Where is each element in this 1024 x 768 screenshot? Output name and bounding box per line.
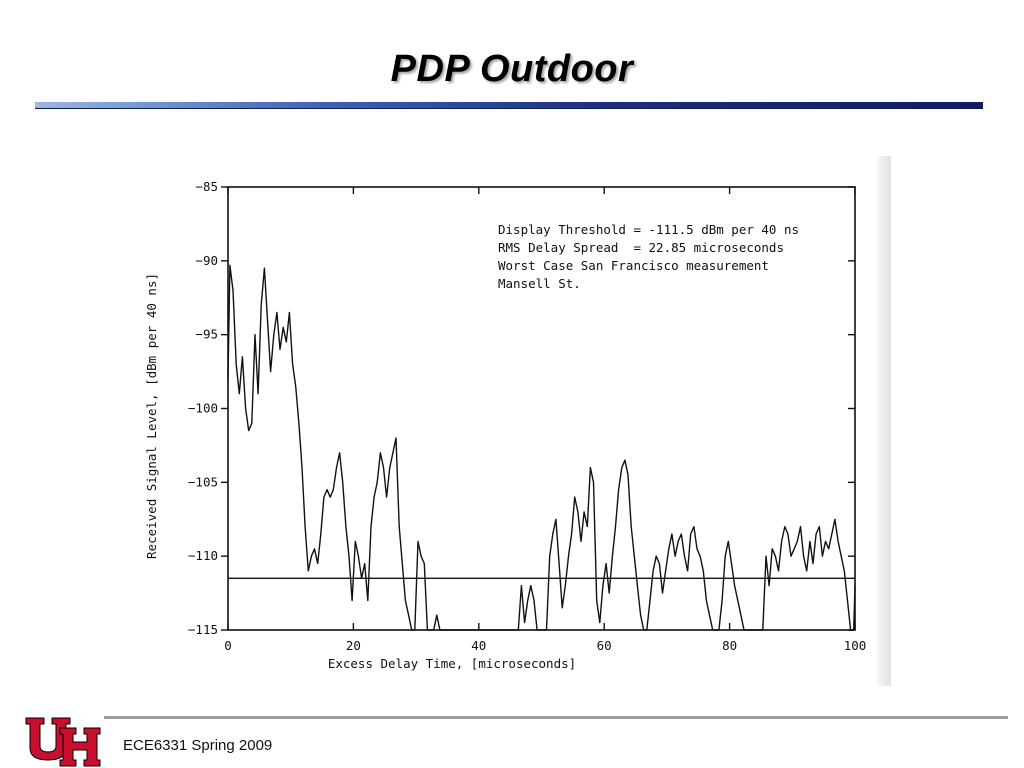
title-divider [35, 102, 983, 109]
y-tick-label: −110 [187, 548, 218, 564]
y-axis-label: Received Signal Level, [dBm per 40 ns] [144, 273, 159, 559]
x-tick-label: 80 [722, 638, 738, 653]
pdp-chart [137, 156, 891, 686]
y-tick-label: −100 [187, 400, 218, 416]
series-line-pdp [228, 265, 855, 630]
annotation-line-1: Display Threshold = -111.5 dBm per 40 ns [498, 222, 800, 237]
chart-figure [137, 156, 891, 686]
x-tick-label: 100 [843, 638, 867, 653]
annotation-line-3: Worst Case San Francisco measurement [498, 258, 769, 273]
x-tick-label: 40 [471, 638, 487, 653]
y-tick-label: −115 [187, 622, 218, 637]
y-tick-label: −105 [187, 474, 218, 490]
annotation-line-4: Mansell St. [498, 276, 581, 291]
footer-course-label: ECE6331 Spring 2009 [123, 737, 273, 754]
y-tick-label: −85 [195, 179, 218, 194]
uh-logo-icon [24, 714, 104, 768]
x-tick-label: 60 [596, 638, 612, 653]
footer-divider [104, 716, 1008, 719]
annotation-line-2: RMS Delay Spread = 22.85 microseconds [498, 240, 784, 255]
x-tick-label: 20 [345, 638, 361, 653]
y-tick-label: −90 [195, 252, 218, 268]
scan-edge-strip [875, 156, 891, 686]
y-tick-label: −95 [195, 326, 218, 342]
x-tick-label: 0 [224, 638, 232, 653]
slide-title: PDP Outdoor [390, 48, 634, 90]
x-axis-label: Excess Delay Time, [microseconds] [327, 656, 577, 671]
